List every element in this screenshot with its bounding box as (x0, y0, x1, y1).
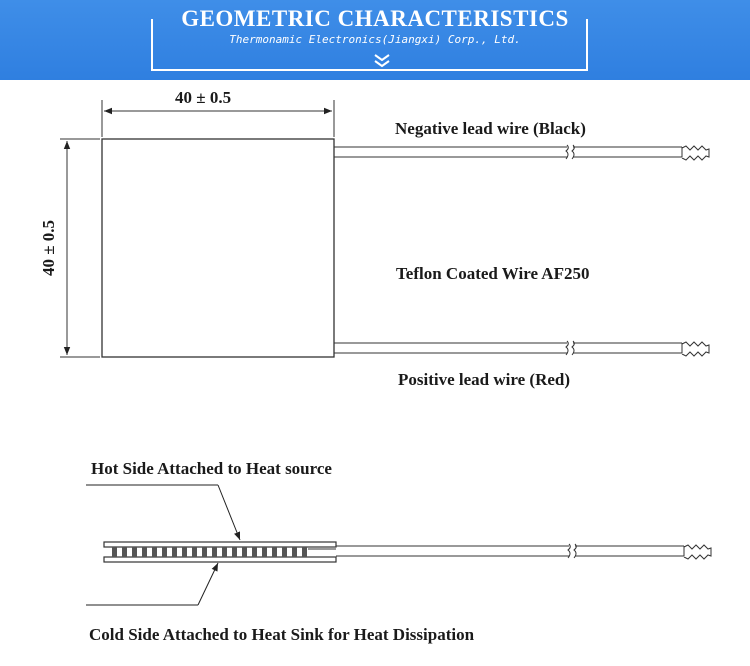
negative-lead-wire (334, 145, 709, 160)
hot-side-plate (104, 542, 336, 547)
module-outline (102, 139, 334, 357)
height-dimension-line (60, 139, 100, 357)
hot-side-leader (86, 485, 240, 540)
width-dimension-label: 40 ± 0.5 (175, 88, 232, 107)
cold-side-leader (86, 563, 218, 605)
positive-lead-wire (334, 341, 709, 356)
positive-wire-label: Positive lead wire (Red) (398, 370, 571, 389)
banner-subtitle: Thermonamic Electronics(Jiangxi) Corp., Ltd. (229, 33, 521, 46)
wire-type-label: Teflon Coated Wire AF250 (396, 264, 590, 283)
cold-side-plate (104, 557, 336, 562)
hot-side-label: Hot Side Attached to Heat source (91, 459, 332, 478)
thermoelectric-elements (112, 547, 307, 557)
height-dimension-label: 40 ± 0.5 (39, 219, 58, 277)
cold-side-label: Cold Side Attached to Heat Sink for Heat Dissipation (89, 625, 475, 644)
banner-title: GEOMETRIC CHARACTERISTICS (181, 6, 569, 31)
negative-wire-label: Negative lead wire (Black) (395, 119, 586, 138)
side-view (86, 485, 711, 605)
top-view (60, 100, 709, 357)
side-lead-wire (308, 544, 711, 559)
